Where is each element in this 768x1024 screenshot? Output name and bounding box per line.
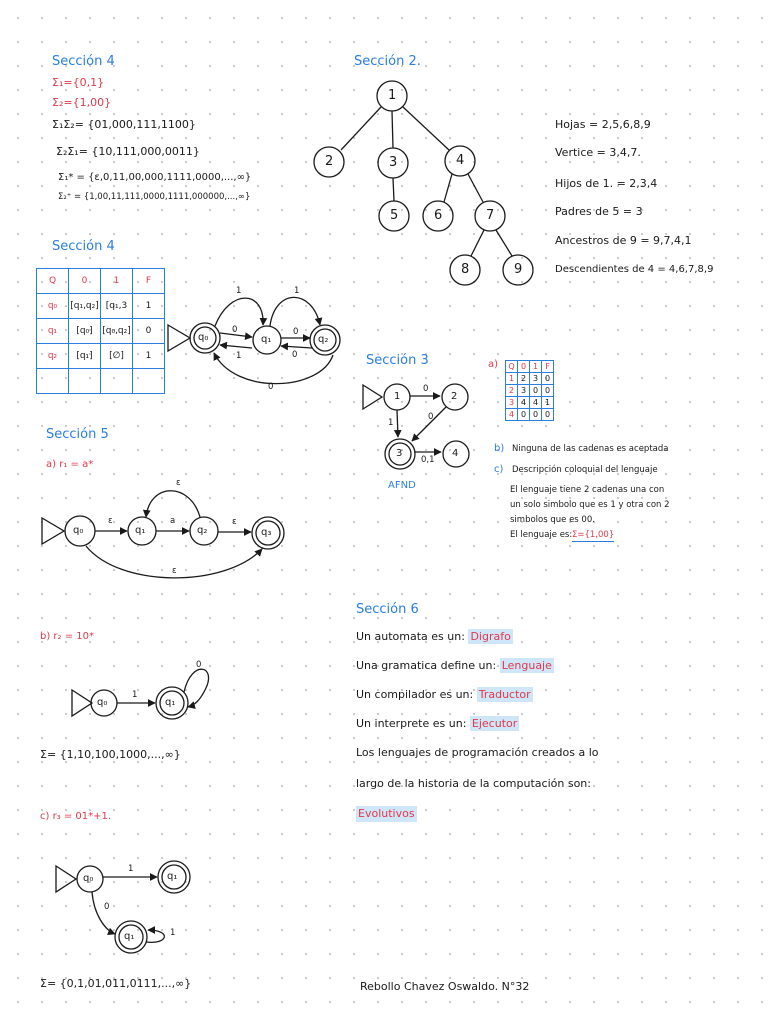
section-title-5: Sección 5 (46, 427, 109, 442)
label-q1: q₁ (261, 334, 272, 345)
cell: q₀ (37, 294, 69, 319)
cell: [q₁] (69, 344, 101, 369)
answer-c-line: simbolos que es 00. (510, 515, 595, 525)
afnd-caption: AFND (388, 480, 416, 491)
language-5c: Σ= {0,1,01,011,0111,...,∞} (40, 977, 192, 990)
edge-label: 0 (423, 384, 429, 394)
cell: 4 (506, 409, 518, 421)
section-title-4: Sección 4 (52, 239, 115, 254)
tree-node: 2 (325, 154, 334, 169)
afnd-node: 2 (451, 391, 458, 402)
cell: 0 (133, 319, 165, 344)
cell: 1 (542, 397, 554, 409)
cell: 1 (133, 294, 165, 319)
edge-label: 1 (294, 286, 300, 296)
cell: 3 (518, 385, 530, 397)
label-q0: q₀ (83, 873, 94, 884)
edge-label: ε (232, 517, 237, 527)
cell: 1 (101, 269, 133, 294)
cell: 1 (133, 344, 165, 369)
edge-label: 0 (428, 412, 434, 422)
item-label-c: c) (494, 464, 504, 475)
statement-5-answer: Evolutivos (358, 807, 415, 820)
statement-3 (356, 688, 533, 702)
cell: 0 (530, 385, 542, 397)
regex-c: c) r₃ = 01*+1. (40, 811, 112, 822)
answer-c-line: un solo simbolo que es 1 y otra con 2 (510, 500, 670, 510)
cell: [q₀,q₂] (101, 319, 133, 344)
cell: q₁ (37, 319, 69, 344)
cell: [q₁,q₂] (69, 294, 101, 319)
cell: 2 (518, 373, 530, 385)
edge-label: 0 (104, 902, 110, 912)
statement-answer: Ejecutor (471, 717, 518, 730)
edge-label: ε (172, 566, 177, 576)
cell: 0 (69, 269, 101, 294)
answer-c-line: El lenguaje tiene 2 cadenas una con (510, 485, 665, 495)
section-title-sets: Sección 4 (52, 54, 115, 69)
edge-label: 1 (132, 690, 138, 700)
edge-label: 0 (232, 325, 238, 335)
label-q3: q₃ (261, 527, 272, 538)
edge-label: 0 (196, 660, 202, 670)
statement-text: Una gramatica define un: (356, 659, 497, 672)
answer-c-language: Σ={1,00} (572, 530, 615, 540)
edge-label: 0,1 (421, 455, 435, 465)
cell: q₂ (37, 344, 69, 369)
tree-node: 8 (461, 262, 470, 277)
tree-fact-children: Hijos de 1. = 2,3,4 (555, 177, 658, 190)
statement-text: Un compilador es un: (356, 688, 474, 701)
edge-label: 1 (170, 928, 176, 938)
cell: 0 (518, 361, 530, 373)
tree-node: 3 (389, 155, 398, 170)
tree-node: 6 (434, 208, 443, 223)
cell: 1 (530, 361, 542, 373)
edge-label: 0 (268, 382, 274, 392)
answer-c-line: El lenguaje es: (510, 530, 573, 540)
statement-answer: Lenguaje (501, 659, 552, 672)
concat-1: Σ₁Σ₂= {01,000,111,1100} (52, 118, 196, 131)
answer-b: Ninguna de las cadenas es aceptada (512, 444, 669, 454)
statement-5-line-1: Los lenguajes de programación creados a lo (356, 746, 599, 759)
statement-answer: Digrafo (470, 630, 511, 643)
cell: 3 (530, 373, 542, 385)
cell: 0 (518, 409, 530, 421)
statement-text: Un interprete es un: (356, 717, 467, 730)
tree-node: 7 (486, 208, 495, 223)
tree-fact-vertices: Vertice = 3,4,7. (555, 146, 641, 159)
cell: 0 (542, 373, 554, 385)
item-label-a: a) (488, 359, 499, 370)
edge-label: ε (176, 478, 181, 488)
cell: Q (37, 269, 69, 294)
cell: 0 (542, 409, 554, 421)
tree-fact-descendants: Descendientes de 4 = 4,6,7,8,9 (555, 264, 714, 275)
cell: Q (506, 361, 518, 373)
label-q1: q₁ (124, 931, 135, 942)
regex-b: b) r₂ = 10* (40, 631, 95, 642)
edge-label: 1 (236, 286, 242, 296)
cell: [∅] (101, 344, 133, 369)
label-q0: q₀ (198, 332, 209, 343)
edge-label: a (170, 516, 176, 526)
answer-c-heading: Descripción coloquial del lenguaje (512, 465, 658, 475)
edge-label: 1 (388, 418, 394, 428)
regex-a: a) r₁ = a* (46, 459, 94, 470)
statement-4 (356, 717, 519, 731)
label-q1: q₁ (167, 871, 178, 882)
cell: 2 (506, 385, 518, 397)
afnd-node: 4 (452, 448, 459, 459)
label-q0: q₀ (97, 697, 108, 708)
tree-node: 1 (388, 88, 397, 103)
tree-fact-leaves: Hojas = 2,5,6,8,9 (555, 118, 651, 131)
kleene-star: Σ₁* = {ε,0,11,00,000,1111,0000,...,∞} (58, 172, 252, 183)
edge-label: 1 (128, 864, 134, 874)
cell: [q₀] (69, 319, 101, 344)
edge-label: 0 (293, 327, 299, 337)
language-5b: Σ= {1,10,100,1000,...,∞} (40, 748, 181, 761)
label-q2: q₂ (197, 525, 208, 536)
section-title-6: Sección 6 (356, 602, 419, 617)
statement-2 (356, 659, 554, 673)
author-signature: Rebollo Chavez Oswaldo. N°32 (360, 980, 530, 993)
section-title-3: Sección 3 (366, 353, 429, 368)
tree-node: 9 (514, 262, 523, 277)
tree-fact-parent: Padres de 5 = 3 (555, 205, 643, 218)
start-arrow-icon (56, 866, 76, 892)
tree-fact-ancestors: Ancestros de 9 = 9,7,4,1 (555, 234, 692, 247)
label-q2: q₂ (318, 334, 329, 345)
afnd-node: 3 (396, 448, 403, 459)
cell: F (133, 269, 165, 294)
tree-node: 5 (390, 208, 399, 223)
edge-label: ε (108, 516, 113, 526)
concat-2: Σ₂Σ₁= {10,111,000,0011} (56, 145, 200, 158)
cell: 1 (506, 373, 518, 385)
statement-5-line-2: largo de la historia de la computación son: (356, 777, 591, 790)
statement-answer: Traductor (478, 688, 531, 701)
statement-text: Un automata es un: (356, 630, 465, 643)
tree-node: 4 (456, 153, 465, 168)
afnd-node: 1 (394, 391, 401, 402)
cell: [q₁,3 (101, 294, 133, 319)
kleene-plus: Σ₂⁺ = {1,00,11,111,0000,1111,000000,...,∞} (58, 192, 251, 202)
cell: 4 (530, 397, 542, 409)
cell: 0 (530, 409, 542, 421)
section-title-2: Sección 2. (354, 54, 421, 69)
statement-1 (356, 630, 513, 644)
item-label-b: b) (494, 443, 505, 454)
cell: 3 (506, 397, 518, 409)
alphabet-2: Σ₂={1,00} (52, 96, 112, 109)
edge-label: 1 (236, 351, 242, 361)
cell: 4 (518, 397, 530, 409)
cell: 0 (542, 385, 554, 397)
label-q0: q₀ (73, 525, 84, 536)
label-q1: q₁ (135, 525, 146, 536)
alphabet-1: Σ₁={0,1} (52, 76, 105, 89)
cell: F (542, 361, 554, 373)
label-q1: q₁ (165, 697, 176, 708)
edge-label: 0 (292, 350, 298, 360)
